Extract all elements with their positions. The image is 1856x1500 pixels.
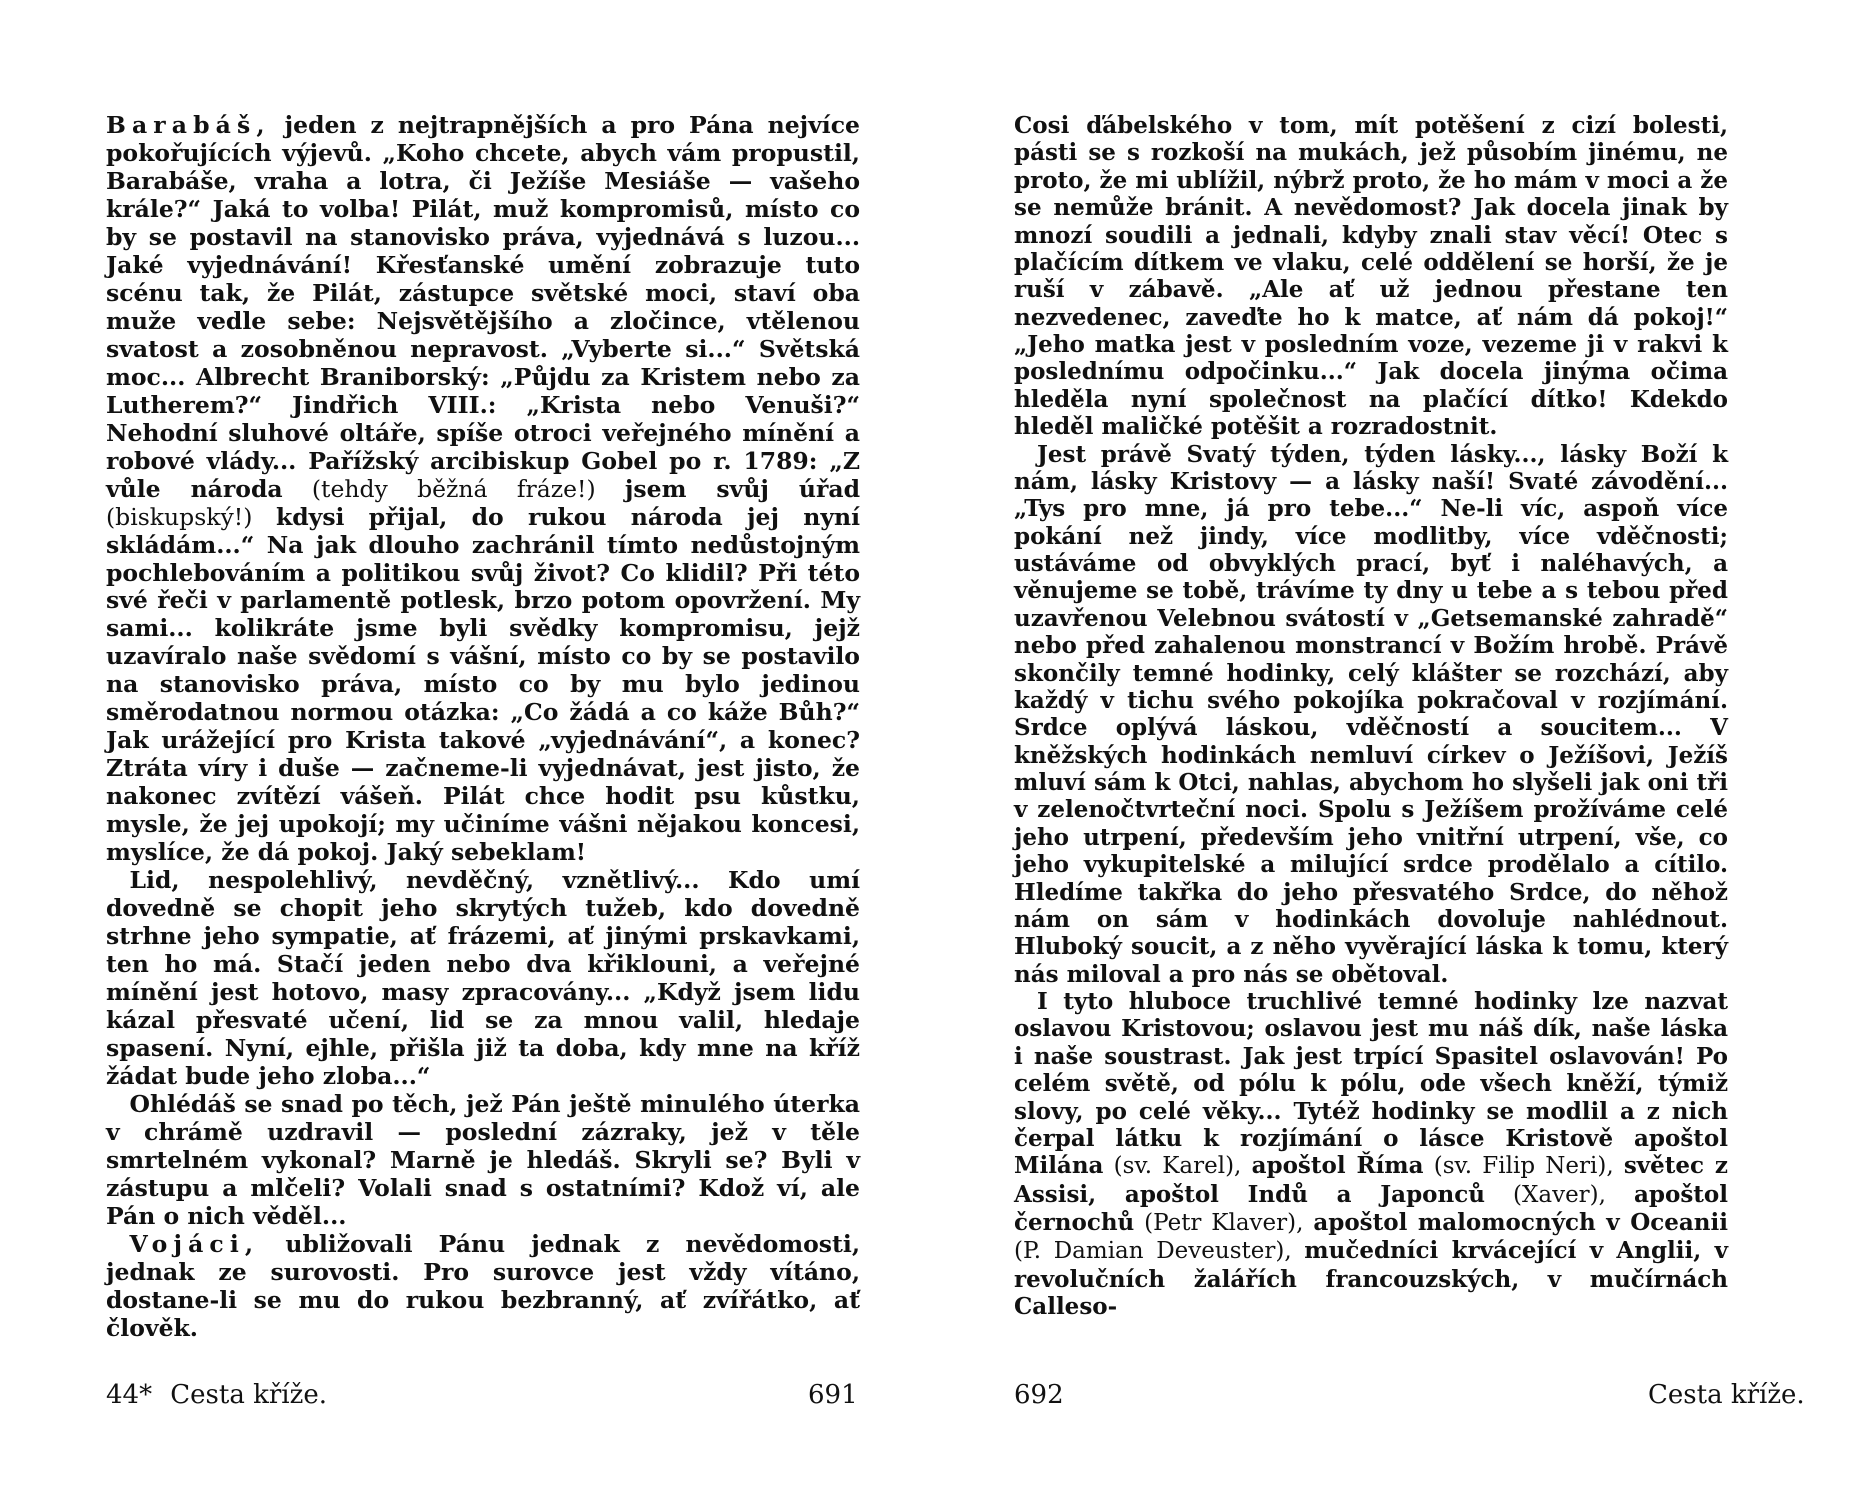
paragraph-text: I tyto hluboce truchlivé temné hodinky lze nazvat oslavou Kristovou; oslavou jest mu náš dík, naše láska i naše soustrast. Jak jest trpící Spasitel oslavován! Po celém světě, od pólu k pólu, ode všech kněží, týmiž slovy, po celé věky... Tytéž hodinky se modlil a z nich čerpal látku k rozjímání o lásce Kristově apoštol Milána	[1014, 988, 1728, 1180]
paragraph-text: apoštol černochů	[1014, 1180, 1728, 1236]
parenthetical-note: (sv. Filip Neri),	[1423, 1153, 1624, 1180]
paragraph-text: kdysi přijal, do rukou národa jej nyní skládám...“ Na jak dlouho zachránil tímto nedůstojným pochlebováním a politikou svůj život? Co klidil? Při této své řeči v parlamentě potlesk, brzo potom opovržení. My sami... kolikráte jsme byli svědky kompromisu, jejž uzavíralo naše svědomí s vášní, místo co by se postavilo na stanovisko práva, místo co by mu bylo jedinou směrodatnou normou otázka: „Co žádá a co káže Bůh?“ Jak urážející pro Krista takové „vyjednávání“, a konec? Ztráta víry i duše — začneme-li vyjednávat, jest jisto, že nakonec zvítězí vášeň. Pilát chce hodit psu kůstku, mysle, že jej upokojí; my učiníme vášni nějakou koncesi, myslíce, že dá pokoj. Jaký sebeklam!	[106, 502, 860, 867]
paragraph-i-tyto	[1014, 988, 1728, 1321]
paragraph-text: jeden z nejtrapnějších a pro Pána nejvíce pokořujících výjevů. „Koho chcete, abych vám propustil, Barabáše, vraha a lotra, či Ježíše Mesiáše — vašeho krále?“ Jaká to volba! Pilát, muž kompromisů, místo co by se postavil na stanovisko práva, vyjednává s luzou... Jaké vyjednávání! Křesťanské umění zobrazuje tuto scénu tak, že Pilát, zástupce světské moci, staví oba muže vedle sebe: Nejsvětějšího a zločince, vtělenou svatost a zosobněnou nepravost. „Vyberte si...“ Světská moc... Albrecht Braniborský: „Půjdu za Kristem nebo za Lutherem?“ Jindřich VIII.: „Krista nebo Venuši?“ Nehodní sluhové oltáře, spíše otroci veřejného mínění a robové vlády... Pařížský arcibiskup Gobel po r. 1789: „Z vůle národa	[106, 111, 860, 503]
paragraph-jest-prave: Jest právě Svatý týden, týden lásky..., lásky Boží k nám, lásky Kristovy — a lásky naší! Svaté závodění... „Tys pro mne, já pro tebe...“ Ne-li víc, aspoň více pokání než jindy, více modlitby, více vděčnosti; ustáváme od obvyklých prací, byť i naléhavých, a věnujeme se tobě, trávíme ty dny u tebe a s tebou před uzavřenou Velebnou svátostí v „Getsemanské zahradě“ nebo před zahalenou monstrancí v Božím hrobě. Právě skončily temné hodinky, celý klášter se rozchází, aby každý v tichu svého pokojíka pokračoval v rozjímání. Srdce oplývá láskou, vděčností a soucitem... V kněžských hodinkách nemluví církev o Ježíšovi, Ježíš mluví sám k Otci, nahlas, abychom ho slyšeli jak oni tři v zelenočtvrteční noci. Spolu s Ježíšem prožíváme celé jeho utrpení, především jeho vnitřní utrpení, vše, co jeho vykupitelské a milující srdce prodělalo a cítilo. Hledíme takřka do jeho přesvatého Srdce, do něhož nám on sám v hodinkách dovoluje nahlédnout. Hluboký soucit, a z něho vyvěrající láska k tomu, který nás miloval a pro nás se obětoval.	[1014, 440, 1728, 988]
paragraph-text: ubližovali Pánu jednak z nevědomosti, jednak ze surovosti. Pro surovce jest vždy vítáno, dostane-li se mu do rukou bezbranný, ať zvířátko, ať člověk.	[106, 1229, 860, 1342]
page-number: 691	[808, 1380, 858, 1410]
paragraph-lid: Lid, nespolehlivý, nevděčný, vznětlivý... Kdo umí dovedně se chopit jeho skrytých tužeb, kdo dovedně strhne jeho sympatie, ať frázemi, ať jinými prskavkami, ten ho má. Stačí jeden nebo dva křiklouni, a veřejné mínění jest hotovo, masy zpracovány... „Když jsem lidu kázal přesvaté učení, lid se za mnou valil, hledaje spasení. Nyní, ejhle, přišla již ta doba, kdy mne na kříž žádat bude jeho zloba...“	[106, 866, 860, 1090]
paragraph-text: jsem svůj úřad	[624, 474, 860, 503]
parenthetical-note: (P. Damian Deveuster),	[1014, 1238, 1305, 1265]
paragraph-cosi: Cosi ďábelského v tom, mít potěšení z cizí bolesti, pásti se s rozkoší na mukách, jež působím jinému, ne proto, že mi ublížil, nýbrž proto, že ho mám v moci a že se nemůže bránit. A nevědomost? Jak docela jinak by mnozí soudili a jednali, kdyby znali stav věcí! Otec s plačícím dítkem ve vlaku, celé oddělení se horší, že je ruší v zábavě. „Ale ať už jednou přestane ten nezvedenec, zaveďte ho k matce, ať nám dá pokoj!“ „Jeho matka jest v posledním voze, vezeme ji v rakvi k poslednímu odpočinku...“ Jak docela jinýma očima hleděla nyní společnost na plačící dítko! Kdekdo hleděl maličké potěšit a rozradostnit.	[1014, 112, 1728, 441]
running-title: Cesta kříže.	[1648, 1380, 1805, 1410]
paragraph-text: mučedníci krvácející v Anglii, v revolučních žalářích francouzských, v mučírnách Calleso-	[1014, 1237, 1728, 1321]
parenthetical-note: (Petr Klaver),	[1134, 1210, 1314, 1236]
left-footer	[106, 1380, 327, 1410]
right-page	[928, 0, 1856, 1500]
spaced-heading-word: Barabáš,	[106, 111, 271, 139]
page-number: 692	[1014, 1380, 1064, 1410]
paragraph-text: světec z Assisi, apoštol Indů a Japonců	[1014, 1152, 1728, 1208]
running-title: Cesta kříže.	[170, 1380, 327, 1410]
parenthetical-note: (tehdy běžná fráze!)	[282, 474, 625, 503]
signature-mark: 44*	[106, 1380, 153, 1410]
left-page-text	[106, 112, 860, 1343]
paragraph-barabas	[106, 112, 860, 867]
parenthetical-note: (Xaver),	[1484, 1181, 1635, 1208]
paragraph-text: apoštol malomocných v Oceanii	[1313, 1209, 1728, 1236]
parenthetical-note: (biskupský!)	[106, 502, 276, 531]
parenthetical-note: (sv. Karel),	[1103, 1153, 1252, 1180]
paragraph-ohledas: Ohlédáš se snad po těch, jež Pán ještě minulého úterka v chrámě uzdravil — poslední zázraky, jež v těle smrtelném vykonal? Marně je hledáš. Skryli se? Byli v zástupu a mlčeli? Volali snad s ostatními? Kdož ví, ale Pán o nich věděl...	[106, 1089, 860, 1230]
paragraph-text: apoštol Říma	[1251, 1152, 1424, 1180]
right-page-text	[1014, 112, 1728, 1321]
spaced-heading-word: Vojáci,	[129, 1229, 260, 1258]
paragraph-vojaci	[106, 1231, 860, 1343]
